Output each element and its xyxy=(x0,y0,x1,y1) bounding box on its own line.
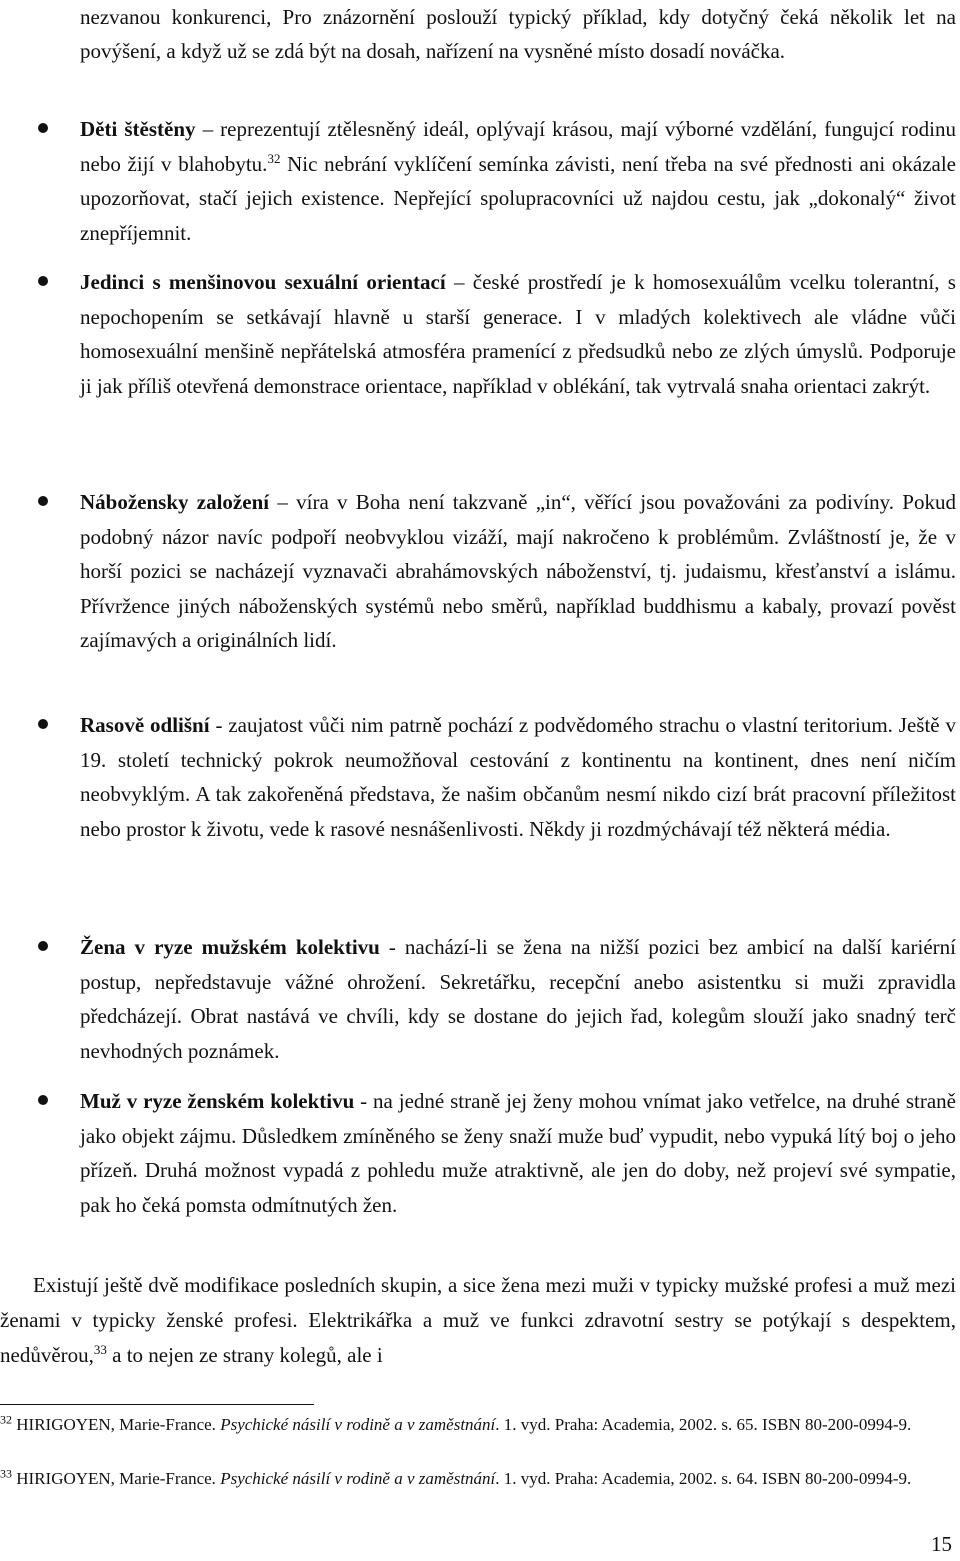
bullet-icon xyxy=(38,496,48,506)
footnote-number: 32 xyxy=(0,1412,12,1427)
bullet-icon xyxy=(38,276,48,286)
footnote-author: HIRIGOYEN, Marie-France. xyxy=(12,1415,221,1434)
bullet-icon xyxy=(38,123,48,133)
list-item xyxy=(80,1084,956,1222)
list-item-text: - zaujatost vůči nim patrně pochází z podvědomého strachu o vlastní teritorium. Ještě v 19. století technický pokrok neumožňoval cestování z kontinentu na kontinent, dnes není ničím neobvyklým. A tak zakořeněná představa, že našim občanům nesmí nikdo cizí brát pracovní příležitost nebo prostor k životu, vede k rasové nesnášenlivosti. Někdy ji rozdmýchávají též některá média. xyxy=(80,713,956,841)
list-item-text: – české prostředí je k homosexuálům vcelku tolerantní, s nepochopením se setkávají hlavně u starší generace. I v mladých kolektivech ale vládne vůči homosexuální menšině nepřátelská atmosféra pramenící z předsudků nebo ze zlých úmyslů. Podporuje ji jak příliš otevřená demonstrace orientace, například v oblékání, tak vytrvalá snaha orientaci zakrýt. xyxy=(80,270,956,398)
footnote-ref: 32 xyxy=(267,150,281,166)
list-item-text: - nachází-li se žena na nižší pozici bez ambicí na další kariérní postup, nepředstavuje vážné ohrožení. Sekretářku, recepční anebo asistentku si muži zpravidla předcházejí. Obrat nastává ve chvíli, kdy se dostane do jejich řad, kolegům slouží jako snadný terč nevhodných poznámek. xyxy=(80,935,956,1063)
footnote-number: 33 xyxy=(0,1466,12,1481)
bullet-icon xyxy=(38,941,48,951)
list-item-term: Jedinci s menšinovou sexuální orientací xyxy=(80,270,446,294)
list-item-term: Žena v ryze mužském kolektivu xyxy=(80,935,380,959)
footnote-divider xyxy=(0,1404,314,1405)
list-item-text: - na jedné straně jej ženy mohou vnímat jako vetřelce, na druhé straně jako objekt zájmu. Důsledkem zmíněného se ženy snaží muže buď vypudit, nebo vypuká lítý boj o jeho přízeň. Druhá možnost vypadá z pohledu muže atraktivně, ale jen do doby, než projeví své sympatie, pak ho čeká pomsta odmítnutých žen. xyxy=(80,1089,956,1217)
footnote xyxy=(0,1468,956,1490)
footnote-title: Psychické násilí v rodině a v zaměstnání xyxy=(220,1415,496,1434)
footnote-author: HIRIGOYEN, Marie-France. xyxy=(12,1469,221,1488)
list-item-text: Nic nebrání vyklíčení semínka závisti, není třeba na své přednosti ani okázale upozorňovat, stačí jejich existence. Nepřející spolupracovníci už najdou cestu, jak „dokonalý“ život znepříjemnit. xyxy=(80,151,956,245)
intro-paragraph xyxy=(80,0,956,68)
list-item xyxy=(80,485,956,658)
list-item xyxy=(80,112,956,250)
list-item xyxy=(80,930,956,1068)
footnote xyxy=(0,1414,956,1436)
list-item-text: – víra v Boha není takzvaně „in“, věřící jsou považováni za podivíny. Pokud podobný názor navíc podpoří neobvyklou vizáží, mají nakročeno k problémům. Zvláštností je, že v horší pozici se nacházejí vyznavači abrahámovských náboženství, tj. judaismu, křesťanství a islámu. Přívržence jiných náboženských systémů nebo směrů, například buddhismu a kabaly, provazí pověst zajímavých a originálních lidí. xyxy=(80,490,956,652)
closing-text: Existují ještě dvě modifikace posledních skupin, a sice žena mezi muži v typicky mužské profesi a muž mezi ženami v typicky ženské profesi. Elektrikářka a muž ve funkci zdravotní sestry se potýkají s despektem, nedůvěrou, xyxy=(0,1273,956,1367)
closing-text: a to nejen ze strany kolegů, ale i xyxy=(106,1343,383,1367)
footnote-details: . 1. vyd. Praha: Academia, 2002. s. 64. ISBN 80-200-0994-9. xyxy=(495,1469,912,1488)
bullet-icon xyxy=(38,719,48,729)
list-item xyxy=(80,265,956,403)
page-number: 15 xyxy=(931,1532,952,1556)
list-item xyxy=(80,708,956,846)
intro-text: nezvanou konkurenci, Pro znázornění poslouží typický příklad, kdy dotyčný čeká několik let na povýšení, a když už se zdá být na dosah, nařízení na vysněné místo dosadí nováčka. xyxy=(80,5,956,63)
list-item-term: Muž v ryze ženském kolektivu xyxy=(80,1089,355,1113)
footnote-details: . 1. vyd. Praha: Academia, 2002. s. 65. ISBN 80-200-0994-9. xyxy=(495,1415,912,1434)
closing-paragraph xyxy=(0,1268,956,1373)
list-item-term: Nábožensky založení xyxy=(80,490,270,514)
list-item-term: Rasově odlišní xyxy=(80,713,210,737)
list-item-text: – reprezentují ztělesněný ideál, oplývají krásou, mají výborné vzdělání, fungujcí rodinu nebo žijí v blahobytu. xyxy=(80,117,956,176)
list-item-term: Děti štěstěny xyxy=(80,117,196,141)
bullet-icon xyxy=(38,1095,48,1105)
footnote-title: Psychické násilí v rodině a v zaměstnání xyxy=(220,1469,496,1488)
footnote-ref: 33 xyxy=(93,1342,107,1357)
